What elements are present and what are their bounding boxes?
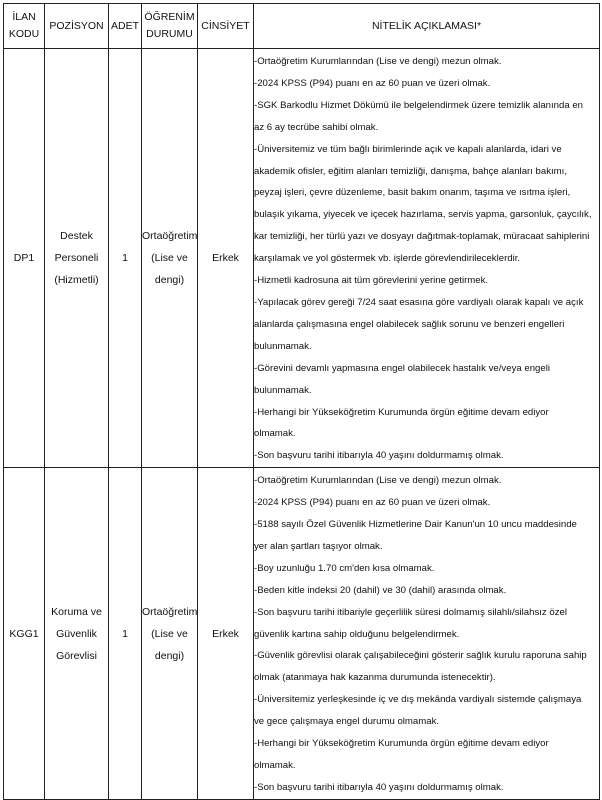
header-nitelik: NİTELİK AÇIKLAMASI* — [254, 4, 600, 49]
education-line: dengi) — [154, 274, 185, 287]
education-line: Ortaöğretim — [142, 605, 198, 618]
count-cell: 1 — [109, 49, 142, 468]
education-line: (Lise ve — [151, 252, 188, 265]
requirement-line: yer alan şartları taşıyor olmak. — [254, 540, 383, 552]
requirement-line: -Ortaöğretim Kurumlarından (Lise ve dengi) mezun olmak. — [254, 475, 502, 487]
header-cinsiyet: CİNSİYET — [198, 4, 254, 49]
table-row — [4, 49, 600, 468]
requirement-line: -Boy uzunluğu 1.70 cm'den kısa olmamak. — [254, 562, 435, 574]
requirement-line: akademik ofisler, eğitim alanları temizliği, danışma, bahçe alanları bakımı, — [254, 165, 568, 177]
education-line: (Lise ve — [151, 627, 188, 640]
requirements-cell — [254, 468, 600, 800]
header-ilan-kodu-line: KODU — [8, 28, 40, 40]
table-row — [4, 468, 600, 800]
requirement-line: -Son başvuru tarihi itibarıyla 40 yaşını doldurmamış olmak. — [254, 450, 504, 462]
position-line: (Hizmetli) — [54, 274, 99, 287]
count-cell: 1 — [109, 468, 142, 800]
header-adet: ADET — [109, 4, 142, 49]
requirement-line: -Üniversitemiz ve tüm bağlı birimlerinde açık ve kapalı alanlarda, idari ve — [254, 143, 562, 155]
requirement-line: -Beden kitle indeksi 20 (dahil) ve 30 (dahil) arasında olmak. — [254, 584, 507, 596]
requirement-line: karşılamak ve yol göstermek vb. işlerde görevlendirileceklerdir. — [254, 253, 521, 265]
requirement-line: olmamak. — [254, 760, 296, 771]
position-line: Personeli — [54, 252, 99, 265]
requirement-line: -Son başvuru tarihi itibariyle geçerlilik süresi dolmamış silahlı/silahsız özel — [254, 606, 567, 618]
header-ilan-kodu-line: İLAN — [12, 11, 36, 23]
requirement-line: güvenlik kartına sahip olduğunu belgelendirmek. — [254, 628, 460, 640]
requirement-line: -Herhangi bir Yükseköğretim Kurumunda örgün eğitime devam ediyor — [254, 738, 549, 750]
requirement-line: kar temizliği, her türlü yazı ve dosyayı dağıtmak-toplamak, müracaat sahiplerini — [254, 231, 590, 243]
requirement-line: peyzaj işleri, çevre düzenleme, basit bakım onarım, taşıma ve ısıtma işleri, — [254, 187, 571, 199]
requirement-line: -Üniversitemiz yerleşkesinde iç ve dış mekânda vardiyalı sistemde çalışmaya — [254, 694, 582, 706]
requirement-line: -Güvenlik görevlisi olarak çalışabileceğini gösterir sağlık kurulu raporuna sahip — [254, 650, 587, 662]
position-line: Görevlisi — [56, 649, 97, 662]
requirements-cell — [254, 49, 600, 468]
requirement-line: olmamak. — [254, 428, 296, 440]
requirement-line: -5188 sayılı Özel Güvenlik Hizmetlerine Dair Kanun'un 10 uncu maddesinde — [254, 519, 577, 531]
position-line: Koruma ve — [51, 605, 102, 618]
header-row — [4, 4, 600, 49]
education-cell — [142, 468, 198, 800]
header-ogrenim-line: DURUMU — [146, 28, 193, 40]
requirement-line: -SGK Barkodlu Hizmet Dökümü ile belgelendirmek üzere temizlik alanında en — [254, 99, 584, 111]
requirement-line: -Görevini devamlı yapmasına engel olabilecek hastalık ve/veya engeli — [254, 362, 550, 374]
requirement-line: bulunmamak. — [254, 340, 312, 352]
header-ogrenim-line: ÖĞRENİM — [144, 11, 195, 23]
position-line: Güvenlik — [56, 627, 97, 640]
requirement-line: -2024 KPSS (P94) puanı en az 60 puan ve üzeri olmak. — [254, 77, 491, 89]
requirement-line: -Son başvuru tarihi itibarıyla 40 yaşını doldurmamış olmak. — [254, 781, 504, 793]
requirement-line: -Yapılacak görev gereği 7/24 saat esasına göre vardiyalı olarak kapalı ve açık — [254, 296, 584, 308]
requirement-line: olmak (atanmaya hak kazanma durumunda istenecektir). — [254, 672, 496, 684]
gender-cell: Erkek — [198, 49, 254, 468]
position-cell — [45, 49, 109, 468]
requirement-line: -2024 KPSS (P94) puanı en az 60 puan ve üzeri olmak. — [254, 497, 491, 509]
header-pozisyon: POZİSYON — [45, 4, 109, 49]
ilan-kodu-cell: KGG1 — [4, 468, 45, 800]
requirement-line: ve gece çalışmaya engel durumu olmamak. — [254, 716, 440, 728]
ilan-kodu-cell: DP1 — [4, 49, 45, 468]
education-line: Ortaöğretim — [142, 230, 198, 243]
requirement-line: alanlarda çalışmasına engel olabilecek sağlık sorunu ve benzeri engelleri — [254, 318, 565, 330]
header-ogrenim — [142, 4, 198, 49]
header-ilan-kodu — [4, 4, 45, 49]
requirement-line: -Hizmetli kadrosuna ait tüm görevlerini yerine getirmek. — [254, 275, 489, 287]
position-line: Destek — [60, 230, 93, 243]
education-cell — [142, 49, 198, 468]
requirement-line: -Herhangi bir Yükseköğretim Kurumunda örgün eğitime devam ediyor — [254, 406, 549, 418]
position-cell — [45, 468, 109, 800]
education-line: dengi) — [154, 649, 185, 662]
gender-cell: Erkek — [198, 468, 254, 800]
requirement-line: bulunmamak. — [254, 384, 312, 396]
job-listing-table — [3, 3, 600, 800]
requirement-line: az 6 ay tecrübe sahibi olmak. — [254, 121, 379, 133]
requirement-line: bulaşık yıkama, yiyecek ve içecek hazırlama, servis yapma, garsonluk, çaycılık, — [254, 209, 592, 221]
requirement-line: -Ortaöğretim Kurumlarından (Lise ve dengi) mezun olmak. — [254, 56, 502, 67]
